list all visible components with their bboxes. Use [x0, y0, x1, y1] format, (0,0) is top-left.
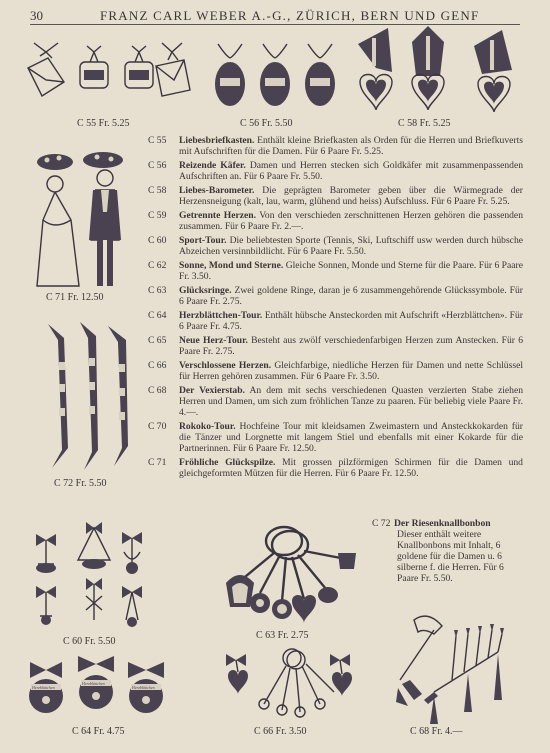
bonbon-title: Der Riesenknallbonbon [394, 518, 491, 529]
c63-caption: C 63 Fr. 2.75 [256, 630, 309, 641]
c64-badge-lettering-1: Herzblättchen [32, 685, 55, 690]
c58-caption: C 58 Fr. 5.25 [398, 118, 451, 129]
c55-letterbox-illustration [22, 38, 198, 118]
c56-beetle-illustration [206, 38, 346, 116]
c71-couple-illustration [33, 150, 133, 290]
entry-c64: C 64 Herzblättchen-Tour. Enthält hübsche Ansteckorden mit Aufschrift «Herzblättchen». Für 6 Paare Fr. 4.75. [148, 310, 523, 332]
c60-caption: C 60 Fr. 5.50 [63, 636, 116, 647]
page-number: 30 [30, 8, 43, 23]
c68-caption: C 68 Fr. 4.— [410, 726, 463, 737]
c71-caption: C 71 Fr. 12.50 [46, 292, 104, 303]
bonbon-text: Dieser enthält weitere Knallbonbons mit Inhalt, 6 goldene für die Damen u. 6 silberne f. die Herren. Für 6 Paare Fr. 5.50. [397, 529, 504, 584]
entry-c58: C 58 Liebes-Barometer. Die geprägten Barometer geben über die Wärmegrade der Herzensneigung (kalt, lau, warm, glühend und heiss) Aufschluss. Für 6 Paare Fr. 5.25. [148, 185, 523, 207]
entry-c55: C 55 Liebesbriefkasten. Enthält kleine Briefkasten als Orden für die Herren und Briefkuverts mit Aufschriften für die Damen. Für 6 Paare Fr. 5.25. [148, 135, 523, 157]
c66-caption: C 66 Fr. 3.50 [254, 726, 307, 737]
entry-c65: C 65 Neue Herz-Tour. Besteht aus zwölf verschiedenfarbigen Herzen zum Anstecken. Für 6 Paare Fr. 2.75. [148, 335, 523, 357]
entry-c68: C 68 Der Vexierstab. An dem mit sechs verschiedenen Quasten verzierten Stabe ziehen Herren und Damen, um sich zum fröhlichen Tanze zu paaren. Für beliebig viele Paare Fr. 4.—. [148, 385, 523, 418]
entry-c63: C 63 Glücksringe. Zwei goldene Ringe, daran je 6 zusammengehörende Glückssymbole. Für 6 Paare Fr. 2.75. [148, 285, 523, 307]
entry-c71: C 71 Fröhliche Glückspilze. Mit grossen pilzförmigen Schirmen für die Damen und gleichgeformten Mützen für die Herren. Für 6 Paare Fr. 12.50. [148, 457, 523, 479]
entry-c59: C 59 Getrennte Herzen. Von den verschieden zerschnittenen Herzen gehören die passenden zusammen. Für 6 Paare Fr. 2.—. [148, 210, 523, 232]
bonbon-code: C 72 [372, 518, 391, 529]
c55-caption: C 55 Fr. 5.25 [77, 118, 130, 129]
entry-c56: C 56 Reizende Käfer. Damen und Herren stecken sich Goldkäfer mit zusammenpassenden Aufschriften an. Für 6 Paare Fr. 5.50. [148, 160, 524, 182]
c64-badge-lettering-3: Herzblättchen [132, 685, 155, 690]
c58-barometer-illustration [350, 24, 526, 118]
entry-c62: C 62 Sonne, Mond und Sterne. Gleiche Sonnen, Monde und Sterne für die Paare. Für 6 Paare Fr. 3.50. [148, 260, 523, 282]
c64-caption: C 64 Fr. 4.75 [72, 726, 125, 737]
c66-hearts-keys-illustration [222, 646, 362, 720]
c68-vexierstab-illustration [394, 600, 528, 724]
entry-c70: C 70 Rokoko-Tour. Hochfeine Tour mit kleidsamen Zweimastern und Ansteckkokarden für die Tänzer und Lorgnette mit langem Stiel und ebenfalls mit einer Kokarde für die Partnerinnen. Für 6 Paare Fr. 12.50. [148, 421, 523, 454]
c56-caption: C 56 Fr. 5.50 [240, 118, 293, 129]
c72-caption: C 72 Fr. 5.50 [54, 478, 107, 489]
entry-c66: C 66 Verschlossene Herzen. Gleichfarbige, niedliche Herzen für Damen und nette Schlüssel für Herren gehören zusammen. Für 6 Paare Fr. 3.50. [148, 360, 523, 382]
c64-herzblaettchen-illustration [24, 650, 180, 720]
c64-badge-lettering-2: Herzblättchen [82, 681, 105, 686]
header-title: FRANZ CARL WEBER A.-G., ZÜRICH, BERN UND GENF [100, 8, 480, 23]
entries-list [148, 135, 523, 482]
c60-sport-badges-illustration [28, 520, 160, 632]
c72-cracker-illustration [42, 318, 134, 474]
page-header [30, 6, 520, 25]
c63-lucky-rings-illustration [220, 523, 360, 629]
entry-c60: C 60 Sport-Tour. Die beliebtesten Sporte (Tennis, Ski, Luftschiff usw werden durch hübsche Abzeichen versinnbildlicht. Für 6 Paare Fr. 5.50. [148, 235, 523, 257]
